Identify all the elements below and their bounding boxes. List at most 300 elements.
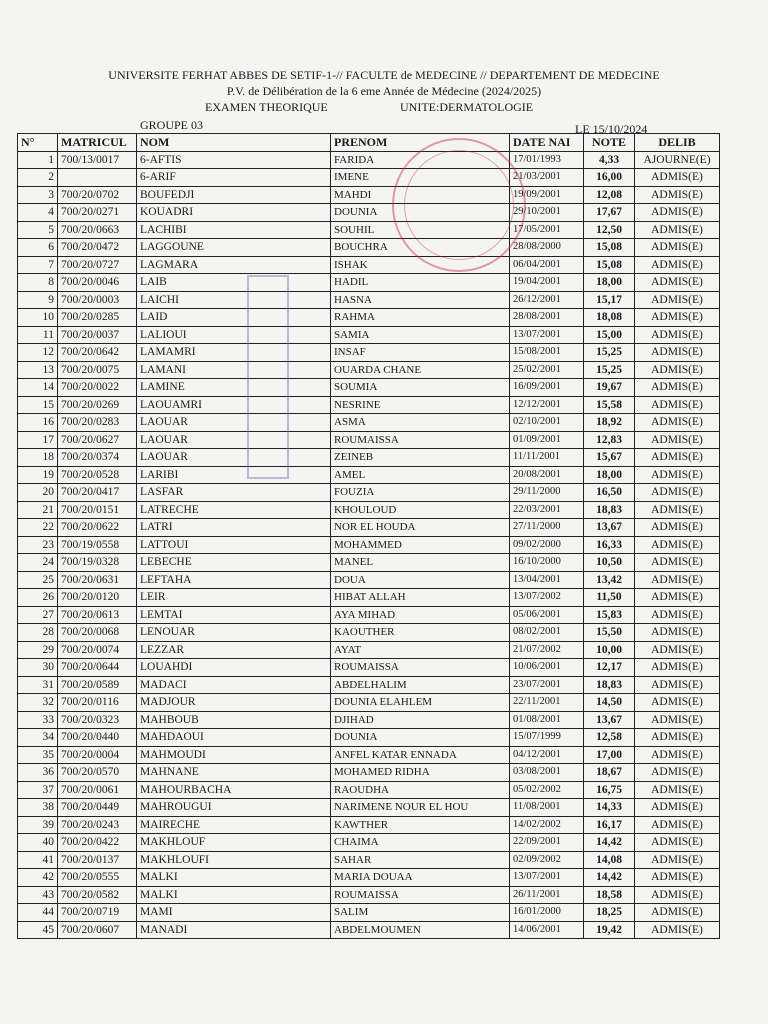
row-nom: LOUAHDI [137, 659, 331, 677]
row-prenom: INSAF [331, 344, 510, 362]
row-nom: LAMINE [137, 379, 331, 397]
row-prenom: ISHAK [331, 256, 510, 274]
red-seal-stamp [392, 138, 526, 272]
row-date-naissance: 11/08/2001 [510, 799, 584, 817]
row-note: 15,58 [584, 396, 635, 414]
row-prenom: HIBAT ALLAH [331, 589, 510, 607]
row-num: 32 [18, 694, 58, 712]
row-delib: ADMIS(E) [635, 431, 720, 449]
row-prenom: MANEL [331, 554, 510, 572]
exam-type: EXAMEN THEORIQUE [205, 100, 328, 114]
row-note: 16,00 [584, 169, 635, 187]
row-prenom: DOUNIA [331, 204, 510, 222]
row-delib: ADMIS(E) [635, 239, 720, 257]
row-date-naissance: 28/08/2000 [510, 239, 584, 257]
row-matricule: 700/20/0622 [58, 519, 137, 537]
row-delib: ADMIS(E) [635, 536, 720, 554]
row-num: 45 [18, 921, 58, 939]
row-delib: ADMIS(E) [635, 466, 720, 484]
row-num: 9 [18, 291, 58, 309]
row-note: 15,08 [584, 239, 635, 257]
row-delib: ADMIS(E) [635, 781, 720, 799]
row-date-naissance: 26/12/2001 [510, 291, 584, 309]
row-date-naissance: 02/09/2002 [510, 851, 584, 869]
row-delib: ADMIS(E) [635, 904, 720, 922]
table-row [18, 414, 720, 432]
row-matricule: 700/19/0558 [58, 536, 137, 554]
table-row [18, 851, 720, 869]
row-prenom: ZEINEB [331, 449, 510, 467]
row-matricule: 700/20/0068 [58, 624, 137, 642]
row-num: 34 [18, 729, 58, 747]
row-num: 37 [18, 781, 58, 799]
row-matricule: 700/20/0003 [58, 291, 137, 309]
row-date-naissance: 22/03/2001 [510, 501, 584, 519]
row-date-naissance: 16/01/2000 [510, 904, 584, 922]
row-num: 18 [18, 449, 58, 467]
row-note: 13,67 [584, 519, 635, 537]
row-delib: ADMIS(E) [635, 204, 720, 222]
row-nom: LAOUAR [137, 431, 331, 449]
row-nom: LARIBI [137, 466, 331, 484]
row-delib: ADMIS(E) [635, 624, 720, 642]
row-prenom: BOUCHRA [331, 239, 510, 257]
row-nom: MAHNANE [137, 764, 331, 782]
row-num: 29 [18, 641, 58, 659]
row-note: 12,58 [584, 729, 635, 747]
row-delib: ADMIS(E) [635, 519, 720, 537]
table-row [18, 834, 720, 852]
row-delib: ADMIS(E) [635, 729, 720, 747]
row-delib: ADMIS(E) [635, 361, 720, 379]
table-row [18, 589, 720, 607]
row-matricule: 700/19/0328 [58, 554, 137, 572]
row-note: 17,00 [584, 746, 635, 764]
table-row [18, 326, 720, 344]
row-num: 28 [18, 624, 58, 642]
row-date-naissance: 13/04/2001 [510, 571, 584, 589]
row-matricule: 700/20/0663 [58, 221, 137, 239]
row-nom: MAIRECHE [137, 816, 331, 834]
row-delib: ADMIS(E) [635, 291, 720, 309]
table-row [18, 746, 720, 764]
table-row [18, 239, 720, 257]
row-num: 33 [18, 711, 58, 729]
row-num: 39 [18, 816, 58, 834]
row-delib: AJOURNE(E) [635, 151, 720, 169]
row-prenom: FARIDA [331, 151, 510, 169]
row-nom: LENOUAR [137, 624, 331, 642]
row-prenom: ROUMAISSA [331, 659, 510, 677]
row-note: 11,50 [584, 589, 635, 607]
row-num: 1 [18, 151, 58, 169]
row-nom: LASFAR [137, 484, 331, 502]
row-matricule: 700/20/0075 [58, 361, 137, 379]
row-prenom: MOHAMMED [331, 536, 510, 554]
table-row [18, 764, 720, 782]
row-nom: LEMTAI [137, 606, 331, 624]
row-date-naissance: 08/02/2001 [510, 624, 584, 642]
row-delib: ADMIS(E) [635, 344, 720, 362]
row-delib: ADMIS(E) [635, 886, 720, 904]
row-matricule: 700/20/0613 [58, 606, 137, 624]
row-prenom: ABDELMOUMEN [331, 921, 510, 939]
row-nom: 6-ARIF [137, 169, 331, 187]
row-num: 4 [18, 204, 58, 222]
row-date-naissance: 20/08/2001 [510, 466, 584, 484]
row-date-naissance: 22/09/2001 [510, 834, 584, 852]
row-nom: MALKI [137, 869, 331, 887]
row-num: 44 [18, 904, 58, 922]
row-matricule: 700/20/0589 [58, 676, 137, 694]
table-row [18, 659, 720, 677]
table-row [18, 344, 720, 362]
row-prenom: SAMIA [331, 326, 510, 344]
row-note: 10,00 [584, 641, 635, 659]
table-row [18, 449, 720, 467]
row-prenom: SAHAR [331, 851, 510, 869]
row-matricule [58, 169, 137, 187]
table-row [18, 466, 720, 484]
row-date-naissance: 27/11/2000 [510, 519, 584, 537]
row-nom: LAID [137, 309, 331, 327]
row-matricule: 700/20/0631 [58, 571, 137, 589]
row-prenom: AYA MIHAD [331, 606, 510, 624]
row-prenom: KAWTHER [331, 816, 510, 834]
row-prenom: OUARDA CHANE [331, 361, 510, 379]
row-date-naissance: 03/08/2001 [510, 764, 584, 782]
row-matricule: 700/20/0642 [58, 344, 137, 362]
row-delib: ADMIS(E) [635, 746, 720, 764]
row-num: 26 [18, 589, 58, 607]
row-delib: ADMIS(E) [635, 414, 720, 432]
row-date-naissance: 06/04/2001 [510, 256, 584, 274]
row-num: 16 [18, 414, 58, 432]
col-num-header: N° [18, 134, 58, 152]
row-note: 15,08 [584, 256, 635, 274]
row-prenom: RAHMA [331, 309, 510, 327]
row-nom: LAICHI [137, 291, 331, 309]
row-delib: ADMIS(E) [635, 571, 720, 589]
row-note: 12,17 [584, 659, 635, 677]
row-date-naissance: 02/10/2001 [510, 414, 584, 432]
row-delib: ADMIS(E) [635, 274, 720, 292]
row-matricule: 700/20/0719 [58, 904, 137, 922]
row-prenom: ASMA [331, 414, 510, 432]
row-matricule: 700/20/0285 [58, 309, 137, 327]
row-delib: ADMIS(E) [635, 799, 720, 817]
row-note: 4,33 [584, 151, 635, 169]
row-delib: ADMIS(E) [635, 326, 720, 344]
col-note-header: NOTE [584, 134, 635, 152]
row-delib: ADMIS(E) [635, 396, 720, 414]
row-date-naissance: 05/02/2002 [510, 781, 584, 799]
row-nom: LAMAMRI [137, 344, 331, 362]
row-prenom: DOUA [331, 571, 510, 589]
col-delib-header: DELIB [635, 134, 720, 152]
row-delib: ADMIS(E) [635, 309, 720, 327]
table-row [18, 396, 720, 414]
row-matricule: 700/20/0582 [58, 886, 137, 904]
row-note: 18,00 [584, 274, 635, 292]
row-nom: MAMI [137, 904, 331, 922]
row-nom: LACHIBI [137, 221, 331, 239]
row-matricule: 700/20/0374 [58, 449, 137, 467]
table-header-row [18, 134, 720, 152]
row-date-naissance: 19/09/2001 [510, 186, 584, 204]
row-delib: ADMIS(E) [635, 694, 720, 712]
row-num: 20 [18, 484, 58, 502]
row-date-naissance: 05/06/2001 [510, 606, 584, 624]
row-matricule: 700/20/0727 [58, 256, 137, 274]
results-table [17, 133, 720, 939]
row-matricule: 700/20/0323 [58, 711, 137, 729]
row-nom: LAOUAR [137, 414, 331, 432]
row-prenom: DOUNIA [331, 729, 510, 747]
row-delib: ADMIS(E) [635, 869, 720, 887]
row-matricule: 700/20/0151 [58, 501, 137, 519]
row-matricule: 700/20/0702 [58, 186, 137, 204]
row-matricule: 700/20/0004 [58, 746, 137, 764]
row-note: 14,33 [584, 799, 635, 817]
table-row [18, 921, 720, 939]
row-note: 18,67 [584, 764, 635, 782]
table-row [18, 606, 720, 624]
col-prenom-header: PRENOM [331, 134, 510, 152]
row-nom: MAHOURBACHA [137, 781, 331, 799]
row-matricule: 700/20/0440 [58, 729, 137, 747]
table-row [18, 554, 720, 572]
row-nom: LAIB [137, 274, 331, 292]
table-row [18, 816, 720, 834]
row-date-naissance: 21/07/2002 [510, 641, 584, 659]
row-delib: ADMIS(E) [635, 589, 720, 607]
table-row [18, 151, 720, 169]
row-num: 12 [18, 344, 58, 362]
row-matricule: 700/20/0283 [58, 414, 137, 432]
row-nom: MAHROUGUI [137, 799, 331, 817]
table-row [18, 256, 720, 274]
row-note: 12,83 [584, 431, 635, 449]
row-num: 5 [18, 221, 58, 239]
row-delib: ADMIS(E) [635, 676, 720, 694]
row-prenom: AYAT [331, 641, 510, 659]
row-date-naissance: 15/08/2001 [510, 344, 584, 362]
row-matricule: 700/20/0061 [58, 781, 137, 799]
row-note: 18,25 [584, 904, 635, 922]
table-row [18, 781, 720, 799]
row-nom: MAKHLOUF [137, 834, 331, 852]
row-note: 15,67 [584, 449, 635, 467]
row-delib: ADMIS(E) [635, 764, 720, 782]
row-nom: BOUFEDJI [137, 186, 331, 204]
row-note: 14,42 [584, 834, 635, 852]
blue-professor-stamp [247, 275, 289, 479]
row-matricule: 700/20/0570 [58, 764, 137, 782]
row-prenom: DOUNIA ELAHLEM [331, 694, 510, 712]
row-matricule: 700/20/0243 [58, 816, 137, 834]
row-note: 15,25 [584, 344, 635, 362]
row-note: 18,00 [584, 466, 635, 484]
row-note: 13,67 [584, 711, 635, 729]
row-prenom: SOUMIA [331, 379, 510, 397]
document-title: P.V. de Délibération de la 6 eme Année de Médecine (2024/2025) [226, 84, 542, 98]
row-prenom: NARIMENE NOUR EL HOU [331, 799, 510, 817]
table-row [18, 379, 720, 397]
row-delib: ADMIS(E) [635, 851, 720, 869]
row-prenom: SOUHIL [331, 221, 510, 239]
row-nom: MAHMOUDI [137, 746, 331, 764]
row-matricule: 700/20/0137 [58, 851, 137, 869]
row-matricule: 700/20/0046 [58, 274, 137, 292]
row-num: 19 [18, 466, 58, 484]
row-num: 17 [18, 431, 58, 449]
row-num: 10 [18, 309, 58, 327]
row-matricule: 700/20/0422 [58, 834, 137, 852]
table-row [18, 291, 720, 309]
row-nom: LAOUAR [137, 449, 331, 467]
row-date-naissance: 21/03/2001 [510, 169, 584, 187]
row-num: 21 [18, 501, 58, 519]
row-note: 18,83 [584, 676, 635, 694]
table-row [18, 641, 720, 659]
row-date-naissance: 13/07/2001 [510, 326, 584, 344]
row-num: 38 [18, 799, 58, 817]
row-note: 17,67 [584, 204, 635, 222]
row-note: 18,08 [584, 309, 635, 327]
row-note: 14,08 [584, 851, 635, 869]
row-num: 27 [18, 606, 58, 624]
row-note: 15,83 [584, 606, 635, 624]
table-row [18, 536, 720, 554]
row-nom: LATRECHE [137, 501, 331, 519]
row-num: 36 [18, 764, 58, 782]
row-delib: ADMIS(E) [635, 221, 720, 239]
table-row [18, 169, 720, 187]
row-num: 30 [18, 659, 58, 677]
row-note: 12,08 [584, 186, 635, 204]
row-prenom: HADIL [331, 274, 510, 292]
table-row [18, 869, 720, 887]
row-num: 22 [18, 519, 58, 537]
row-matricule: 700/20/0116 [58, 694, 137, 712]
table-row [18, 361, 720, 379]
row-prenom: SALIM [331, 904, 510, 922]
row-matricule: 700/20/0644 [58, 659, 137, 677]
row-note: 18,92 [584, 414, 635, 432]
col-date-header: DATE NAI [510, 134, 584, 152]
row-num: 14 [18, 379, 58, 397]
row-num: 25 [18, 571, 58, 589]
row-note: 16,50 [584, 484, 635, 502]
row-delib: ADMIS(E) [635, 449, 720, 467]
row-note: 15,00 [584, 326, 635, 344]
row-prenom: MOHAMED RIDHA [331, 764, 510, 782]
table-row [18, 904, 720, 922]
row-num: 40 [18, 834, 58, 852]
row-num: 8 [18, 274, 58, 292]
row-prenom: MARIA DOUAA [331, 869, 510, 887]
row-delib: ADMIS(E) [635, 484, 720, 502]
row-prenom: FOUZIA [331, 484, 510, 502]
row-matricule: 700/20/0417 [58, 484, 137, 502]
row-delib: ADMIS(E) [635, 711, 720, 729]
row-num: 6 [18, 239, 58, 257]
row-nom: LEFTAHA [137, 571, 331, 589]
row-date-naissance: 26/11/2001 [510, 886, 584, 904]
row-nom: LEZZAR [137, 641, 331, 659]
row-delib: ADMIS(E) [635, 169, 720, 187]
row-prenom: ROUMAISSA [331, 431, 510, 449]
row-prenom: KHOULOUD [331, 501, 510, 519]
row-nom: LEBECHE [137, 554, 331, 572]
row-date-naissance: 10/06/2001 [510, 659, 584, 677]
row-date-naissance: 29/10/2001 [510, 204, 584, 222]
row-prenom: KAOUTHER [331, 624, 510, 642]
row-note: 16,75 [584, 781, 635, 799]
row-matricule: 700/20/0555 [58, 869, 137, 887]
row-num: 23 [18, 536, 58, 554]
table-row [18, 484, 720, 502]
row-prenom: RAOUDHA [331, 781, 510, 799]
row-date-naissance: 11/11/2001 [510, 449, 584, 467]
row-prenom: ABDELHALIM [331, 676, 510, 694]
row-nom: LALIOUI [137, 326, 331, 344]
row-date-naissance: 04/12/2001 [510, 746, 584, 764]
row-nom: MANADI [137, 921, 331, 939]
row-num: 13 [18, 361, 58, 379]
row-date-naissance: 29/11/2000 [510, 484, 584, 502]
row-nom: LAOUAMRI [137, 396, 331, 414]
row-matricule: 700/20/0607 [58, 921, 137, 939]
row-date-naissance: 25/02/2001 [510, 361, 584, 379]
row-prenom: MAHDI [331, 186, 510, 204]
row-date-naissance: 12/12/2001 [510, 396, 584, 414]
row-date-naissance: 28/08/2001 [510, 309, 584, 327]
row-note: 15,50 [584, 624, 635, 642]
row-note: 16,33 [584, 536, 635, 554]
row-date-naissance: 17/05/2001 [510, 221, 584, 239]
unit-name: UNITE:DERMATOLOGIE [400, 100, 534, 114]
row-matricule: 700/20/0022 [58, 379, 137, 397]
row-date-naissance: 09/02/2000 [510, 536, 584, 554]
row-num: 3 [18, 186, 58, 204]
row-prenom: CHAIMA [331, 834, 510, 852]
row-nom: LAGMARA [137, 256, 331, 274]
row-delib: ADMIS(E) [635, 641, 720, 659]
table-row [18, 186, 720, 204]
table-row [18, 221, 720, 239]
row-prenom: IMENE [331, 169, 510, 187]
row-nom: LAGGOUNE [137, 239, 331, 257]
group-label: GROUPE 03 [140, 118, 204, 132]
row-delib: ADMIS(E) [635, 379, 720, 397]
row-date-naissance: 01/08/2001 [510, 711, 584, 729]
row-num: 35 [18, 746, 58, 764]
row-nom: LAMANI [137, 361, 331, 379]
row-delib: ADMIS(E) [635, 186, 720, 204]
row-nom: LATRI [137, 519, 331, 537]
table-row [18, 519, 720, 537]
table-row [18, 886, 720, 904]
row-num: 42 [18, 869, 58, 887]
row-delib: ADMIS(E) [635, 921, 720, 939]
row-num: 31 [18, 676, 58, 694]
table-row [18, 711, 720, 729]
row-nom: LEIR [137, 589, 331, 607]
table-row [18, 431, 720, 449]
row-matricule: 700/20/0528 [58, 466, 137, 484]
